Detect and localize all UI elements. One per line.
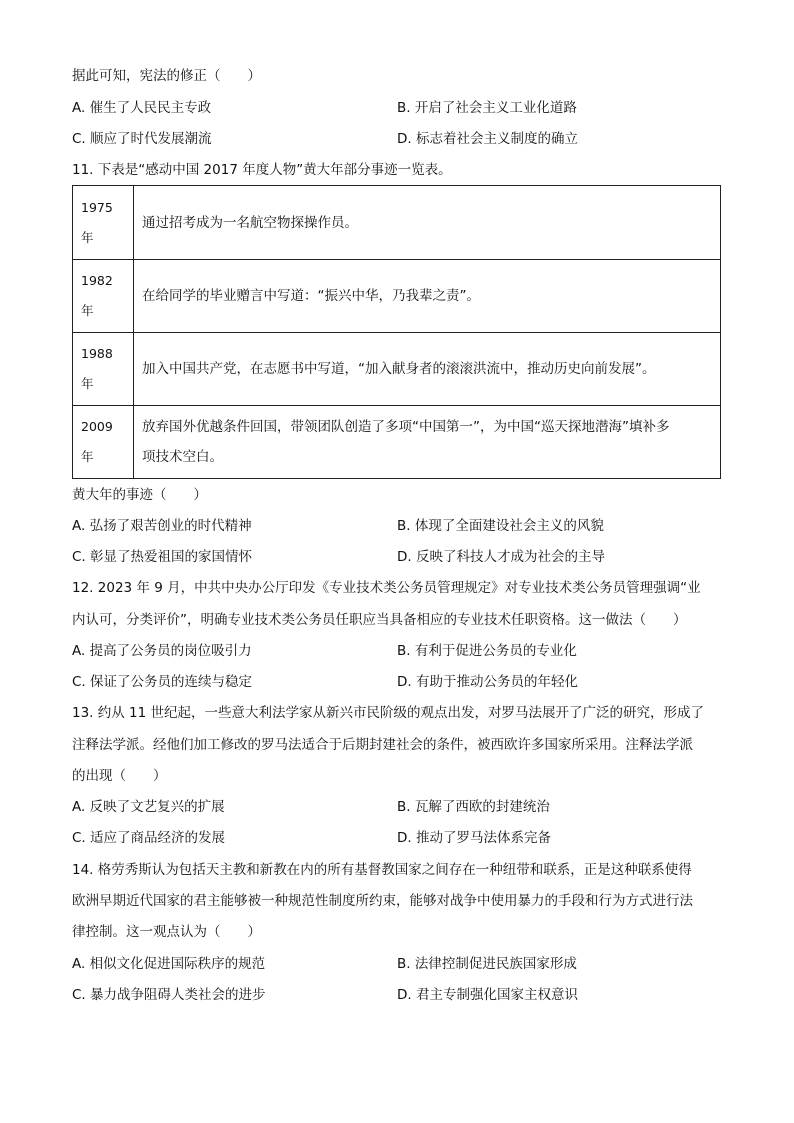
- desc-text: 通过招考成为一名航空物探操作员。: [142, 214, 358, 231]
- year-cell: [73, 333, 134, 406]
- q13-stem-line3: 的出现（ ）: [72, 768, 167, 784]
- year-cell: [73, 406, 134, 479]
- q13-stem-line1: 13. 约从 11 世纪起，一些意大利法学家从新兴市民阶级的观点出发，对罗马法展开了广泛的研究，形成了: [72, 705, 705, 721]
- desc-cell: [134, 186, 721, 260]
- q10-option-c[interactable]: C. 顺应了时代发展潮流: [72, 131, 212, 147]
- q14-option-b[interactable]: B. 法律控制促进民族国家形成: [397, 956, 577, 972]
- q11-option-d[interactable]: D. 反映了科技人才成为社会的主导: [397, 549, 605, 565]
- year-cell: [73, 186, 134, 260]
- desc-text: 加入中国共产党，在志愿书中写道，“加入献身者的滚滚洪流中，推动历史向前发展”。: [142, 361, 656, 377]
- q14-stem-line1: 14. 格劳秀斯认为包括天主教和新教在内的所有基督教国家之间存在一种纽带和联系，正是这种联系使得: [72, 862, 692, 878]
- q11-option-a[interactable]: A. 弘扬了艰苦创业的时代精神: [72, 518, 252, 534]
- year-unit: 年: [81, 303, 94, 318]
- q13-option-c[interactable]: C. 适应了商品经济的发展: [72, 830, 226, 846]
- q12-stem-line2: 内认可，分类评价”，明确专业技术类公务员任职应当具备相应的专业技术任职资格。这一做法（ ）: [72, 612, 687, 628]
- table-row: [73, 260, 721, 333]
- year-unit: 年: [81, 376, 94, 391]
- q14-stem-line2: 欧洲早期近代国家的君主能够被一种规范性制度所约束，能够对战争中使用暴力的手段和行为方式进行法: [72, 893, 693, 909]
- year-unit: 年: [81, 449, 94, 464]
- year-number: 1975: [81, 199, 113, 215]
- table-row: [73, 406, 721, 479]
- q12-option-c[interactable]: C. 保证了公务员的连续与稳定: [72, 674, 253, 690]
- q10-stem: 据此可知，宪法的修正（ ）: [72, 68, 261, 84]
- table-row: [73, 186, 721, 260]
- q14-stem-line3: 律控制。这一观点认为（ ）: [72, 924, 261, 940]
- facts-table: [72, 185, 721, 479]
- q13-option-d[interactable]: D. 推动了罗马法体系完备: [397, 830, 551, 846]
- q11-question: 黄大年的事迹（ ）: [72, 487, 207, 503]
- q13-option-a[interactable]: A. 反映了文艺复兴的扩展: [72, 799, 225, 815]
- year-number: 1988: [81, 346, 113, 361]
- year-unit: 年: [81, 229, 94, 245]
- q14-option-c[interactable]: C. 暴力战争阻碍人类社会的进步: [72, 987, 266, 1003]
- q13-option-b[interactable]: B. 瓦解了西欧的封建统治: [397, 799, 550, 815]
- q12-option-b[interactable]: B. 有利于促进公务员的专业化: [397, 643, 577, 659]
- q10-option-d[interactable]: D. 标志着社会主义制度的确立: [397, 131, 578, 147]
- desc-cell: [134, 406, 721, 479]
- desc-cell: [134, 260, 721, 333]
- table-row: [73, 333, 721, 406]
- q13-stem-line2: 注释法学派。经他们加工修改的罗马法适合于后期封建社会的条件，被西欧许多国家所采用。注释法学派: [72, 737, 693, 753]
- desc-text-continued: 项技术空白。: [142, 449, 223, 465]
- year-number: 1982: [81, 273, 113, 288]
- desc-text: 放弃国外优越条件回国，带领团队创造了多项“中国第一”，为中国“巡天探地潜海”填补多: [142, 419, 670, 435]
- q11-option-b[interactable]: B. 体现了全面建设社会主义的风貌: [397, 518, 604, 534]
- q14-option-d[interactable]: D. 君主专制强化国家主权意识: [397, 987, 578, 1003]
- q11-stem: 11. 下表是“感动中国 2017 年度人物”黄大年部分事迹一览表。: [72, 162, 452, 178]
- q12-option-d[interactable]: D. 有助于推动公务员的年轻化: [397, 674, 578, 690]
- year-cell: [73, 260, 134, 333]
- year-number: 2009: [81, 419, 113, 434]
- q10-option-b[interactable]: B. 开启了社会主义工业化道路: [397, 100, 577, 116]
- q11-option-c[interactable]: C. 彰显了热爱祖国的家国情怀: [72, 549, 253, 565]
- desc-cell: [134, 333, 721, 406]
- q14-option-a[interactable]: A. 相似文化促进国际秩序的规范: [72, 956, 266, 972]
- q10-option-a[interactable]: A. 催生了人民民主专政: [72, 100, 212, 116]
- q12-option-a[interactable]: A. 提高了公务员的岗位吸引力: [72, 643, 252, 659]
- q12-stem-line1: 12. 2023 年 9 月，中共中央办公厅印发《专业技术类公务员管理规定》对专业技术类公务员管理强调“业: [72, 580, 701, 596]
- desc-text: 在给同学的毕业赠言中写道：“振兴中华，乃我辈之责”。: [142, 288, 480, 304]
